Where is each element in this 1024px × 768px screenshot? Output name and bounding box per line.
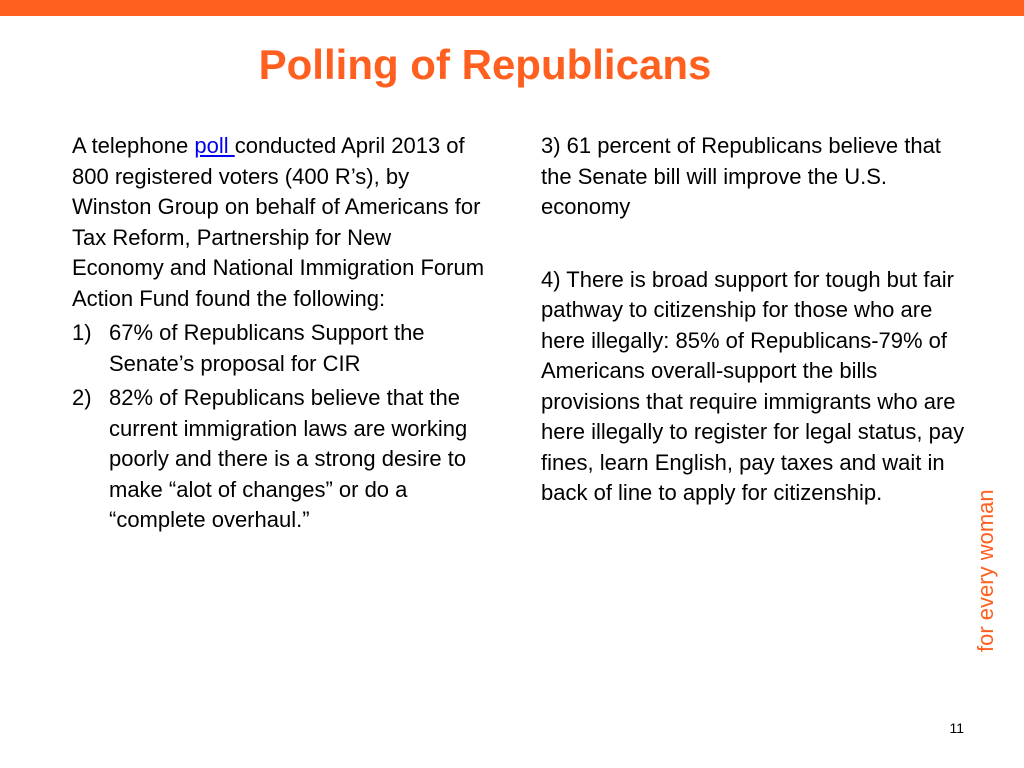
list-item-text: 82% of Republicans believe that the current immigration laws are working poorly and there is a strong desire to make “alot of changes” or do a “complete overhaul.” [109,385,468,532]
list-item-number: 2) [72,385,92,410]
page-number: 11 [949,720,964,736]
list-item [72,383,487,536]
tagline-vertical: for every woman [973,489,998,652]
intro-paragraph [72,131,487,314]
intro-text-before-link: A telephone [72,133,195,158]
top-accent-bar [0,0,1024,16]
left-column [72,131,487,540]
finding-3-paragraph: 3) 61 percent of Republicans believe that the Senate bill will improve the U.S. economy [541,133,941,219]
slide-title: Polling of Republicans [258,41,712,88]
right-column [541,131,966,509]
findings-list [72,318,487,536]
list-item [72,318,487,379]
list-item-text: 67% of Republicans Support the Senate’s proposal for CIR [109,320,425,376]
list-item-number: 1) [72,320,92,345]
poll-link[interactable]: poll [194,133,235,158]
intro-text-after-link: conducted April 2013 of 800 registered voters (400 R’s), by Winston Group on behalf of Americans for Tax Reform, Partnership for New Economy and National Immigration Forum Action Fund found the following: [72,133,485,311]
finding-4-paragraph: 4) There is broad support for tough but fair pathway to citizenship for those who are here illegally: 85% of Republicans-79% of Americans overall-support the bills provisions that require immigrants who are here illegally to register for legal status, pay fines, learn English, pay taxes and wait in back of line to apply for citizenship. [541,266,965,505]
